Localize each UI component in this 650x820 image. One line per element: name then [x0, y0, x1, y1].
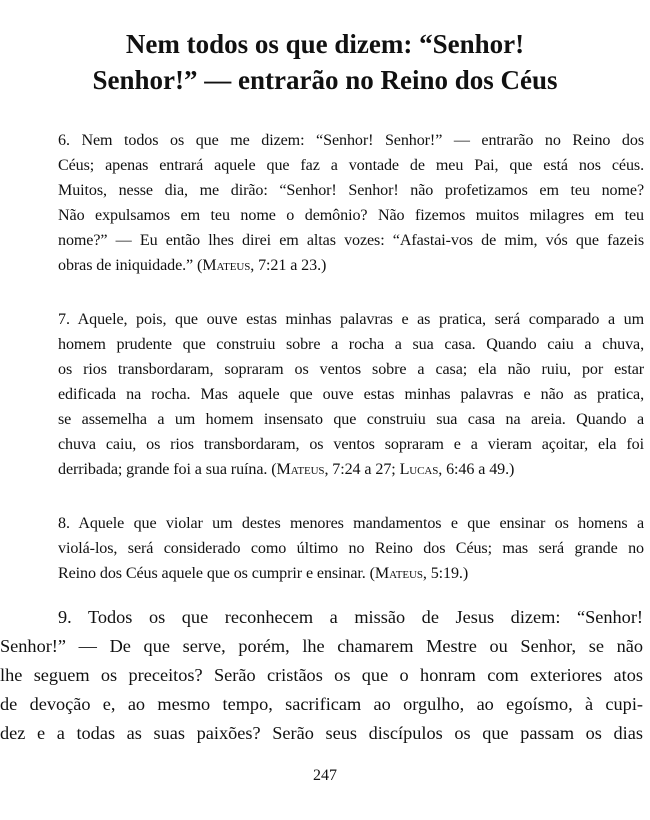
- scripture-reference: (Mateus, 7:24 a 27; Lucas, 6:46 a 49.): [271, 461, 515, 478]
- verse-line-last: [58, 253, 644, 278]
- verse-7-quote: [58, 307, 644, 482]
- verse-line: Céus; apenas entrará aquele que faz a vontade de meu Pai, que está nos céus.: [58, 157, 644, 174]
- verse-line: se assemelha a um homem insensato que construiu sua casa na areia. Quando a: [58, 411, 644, 428]
- commentary-line: dez e a todas as suas paixões? Serão seus discípulos os que passam os dias: [0, 723, 643, 743]
- verse-line-last: [58, 457, 644, 482]
- page-number: 247: [313, 767, 337, 784]
- verse-line-text: obras de iniquidade.”: [58, 257, 198, 274]
- verse-line-last: [58, 561, 644, 586]
- scripture-reference: (Mateus, 7:21 a 23.): [197, 257, 327, 274]
- commentary-paragraph-9: [0, 603, 643, 748]
- verse-line-text: derribada; grande foi a sua ruína.: [58, 461, 272, 478]
- chapter-title-line-2: Senhor!” — entrarão no Reino dos Céus: [92, 65, 558, 95]
- chapter-title-line-1: Nem todos os que dizem: “Senhor!: [125, 29, 525, 59]
- chapter-title: [30, 26, 620, 98]
- commentary-line: 9. Todos os que reconhecem a missão de Jesus dizem: “Senhor!: [58, 607, 643, 627]
- verse-line: violá-los, será considerado como último no Reino dos Céus; mas será grande no: [58, 540, 644, 557]
- verse-8-quote: [58, 511, 644, 586]
- commentary-line: de devoção e, ao mesmo tempo, sacrificam ao orgulho, ao egoísmo, à cupi-: [0, 694, 643, 714]
- verse-line: os rios transbordaram, sopraram os ventos sobre a casa; ela não ruiu, por estar: [58, 361, 644, 378]
- verse-6-quote: [58, 128, 644, 278]
- verse-line: Muitos, nesse dia, me dirão: “Senhor! Senhor! não profetizamos em teu nome?: [58, 182, 644, 199]
- verse-line: 6. Nem todos os que me dizem: “Senhor! Senhor!” — entrarão no Reino dos: [58, 132, 644, 149]
- verse-line-text: Reino dos Céus aquele que os cumprir e ensinar.: [58, 565, 370, 582]
- commentary-line: Senhor!” — De que serve, porém, lhe chamarem Mestre ou Senhor, se não: [0, 636, 643, 656]
- verse-line: edificada na rocha. Mas aquele que ouve estas minhas palavras e não as pratica,: [58, 386, 644, 403]
- commentary-line: lhe seguem os preceitos? Serão cristãos os que o honram com exteriores atos: [0, 665, 643, 685]
- verse-line: homem prudente que construiu sobre a rocha a sua casa. Quando caiu a chuva,: [58, 336, 644, 353]
- verse-line: chuva caiu, os rios transbordaram, os ventos sopraram e a vieram açoitar, ela foi: [58, 436, 644, 453]
- verse-line: nome?” — Eu então lhes direi em altas vozes: “Afastai-vos de mim, vós que fazeis: [58, 232, 644, 249]
- verse-line: Não expulsamos em teu nome o demônio? Não fizemos muitos milagres em teu: [58, 207, 644, 224]
- scripture-reference: (Mateus, 5:19.): [369, 565, 469, 582]
- verse-line: 8. Aquele que violar um destes menores mandamentos e que ensinar os homens a: [58, 515, 644, 532]
- verse-line: 7. Aquele, pois, que ouve estas minhas palavras e as pratica, será comparado a um: [58, 311, 644, 328]
